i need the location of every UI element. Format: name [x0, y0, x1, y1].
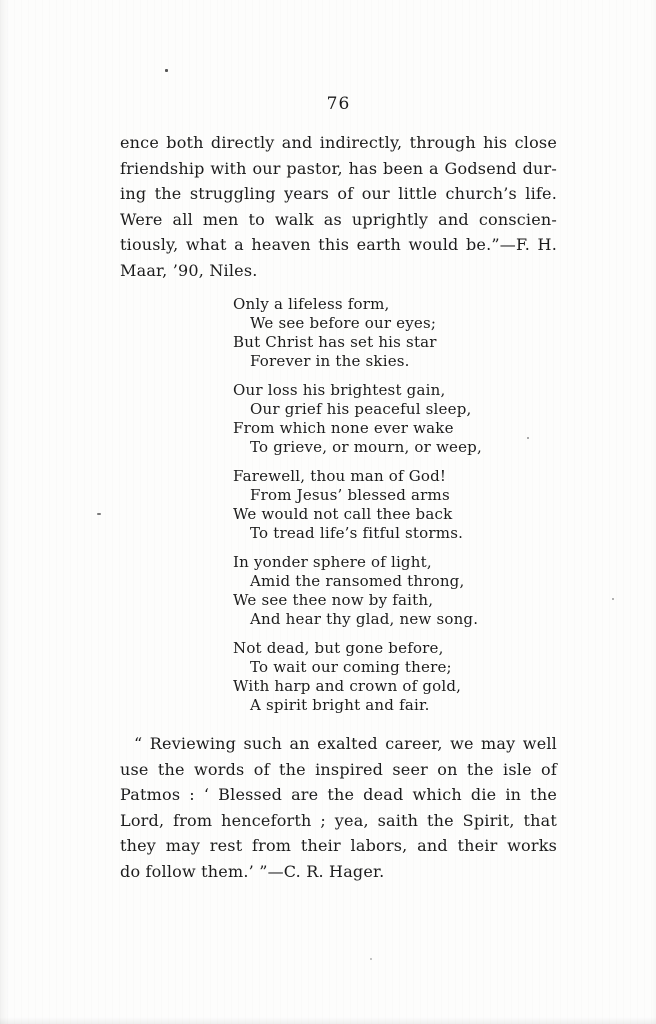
paragraph-line: “ Reviewing such an exalted career, we may well [134, 734, 557, 753]
paragraph-line: ing the struggling years of our little church’s life. [120, 184, 557, 203]
paragraph-line: Patmos : ‘ Blessed are the dead which die in the [120, 785, 557, 804]
paragraph-line: they may rest from their labors, and their works [120, 836, 557, 855]
poem-line: From which none ever wake [233, 419, 454, 437]
poem-line: Our grief his peaceful sleep, [250, 400, 472, 418]
paragraph-line: use the words of the inspired seer on the isle of [120, 759, 557, 779]
scan-speck [370, 958, 372, 960]
poem-stanza [233, 553, 482, 629]
scan-speck [612, 598, 614, 600]
memorial-poem [233, 295, 482, 725]
paragraph-line: Were all men to walk as uprightly and conscien- [120, 209, 557, 229]
paragraph-line: ence both directly and indirectly, through his close [120, 133, 557, 152]
poem-line: To tread life’s fitful storms. [250, 524, 464, 542]
poem-stanza [233, 467, 482, 543]
scan-speck [527, 437, 529, 439]
scan-speck [97, 513, 101, 515]
poem-line: Forever in the skies. [250, 352, 410, 370]
poem-line: To wait our coming there; [250, 658, 452, 676]
poem-line: With harp and crown of gold, [233, 677, 462, 695]
poem-line: Our loss his brightest gain, [233, 381, 446, 399]
poem-line: In yonder sphere of light, [233, 553, 432, 571]
poem-line: Only a lifeless form, [233, 295, 390, 313]
poem-line: We see thee now by faith, [233, 591, 434, 609]
paragraph-line: do follow them.’ ”—C. R. Hager. [120, 861, 385, 881]
poem-line: From Jesus’ blessed arms [250, 486, 450, 504]
scan-speck [165, 69, 168, 72]
intro-paragraph [120, 130, 557, 283]
paragraph-line: friendship with our pastor, has been a Godsend dur- [120, 158, 557, 178]
poem-line: But Christ has set his star [233, 333, 437, 351]
paragraph-line: tiously, what a heaven this earth would be.”—F. H. [120, 235, 557, 254]
poem-line: Farewell, thou man of God! [233, 467, 447, 485]
page-number: 76 [326, 94, 351, 114]
poem-line: A spirit bright and fair. [250, 696, 430, 714]
poem-line: Amid the ransomed throng, [250, 572, 465, 590]
poem-line: We see before our eyes; [250, 314, 437, 332]
poem-line: To grieve, or mourn, or weep, [250, 438, 482, 456]
paragraph-line: Maar, ’90, Niles. [120, 260, 258, 280]
poem-stanza [233, 381, 482, 457]
poem-stanza [233, 295, 482, 371]
paragraph-line: Lord, from henceforth ; yea, saith the Spirit, that [120, 810, 557, 830]
closing-paragraph [120, 731, 557, 884]
poem-line: Not dead, but gone before, [233, 639, 444, 657]
poem-line: We would not call thee back [233, 505, 453, 523]
poem-line: And hear thy glad, new song. [250, 610, 479, 628]
poem-stanza [233, 639, 482, 715]
